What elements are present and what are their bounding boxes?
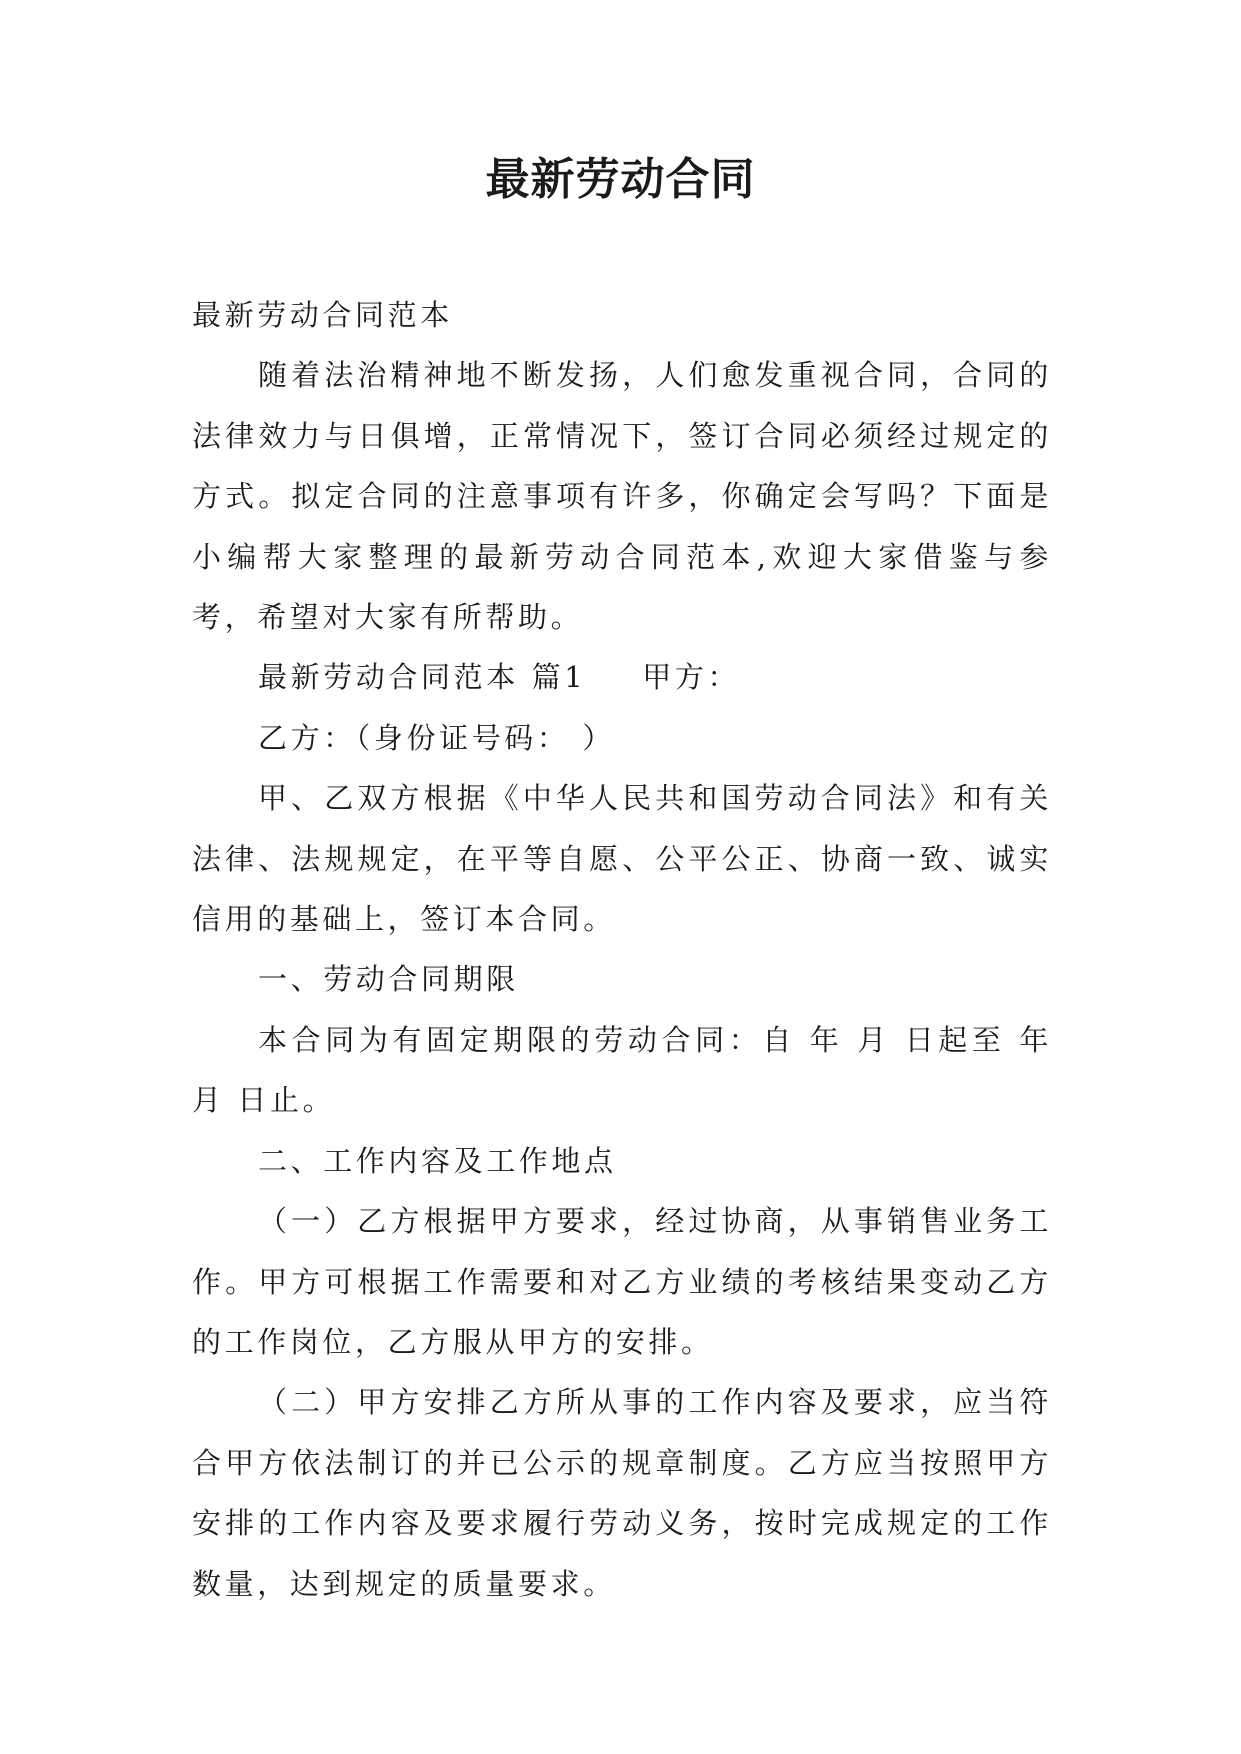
document-body <box>192 285 1052 1614</box>
paragraph-part-heading <box>192 647 1052 707</box>
part-heading-label: 最新劳动合同范本 篇1 <box>258 660 587 695</box>
section-heading-work: 二、工作内容及工作地点 <box>258 1143 617 1178</box>
paragraph-subtitle: 最新劳动合同范本 <box>192 298 453 332</box>
paragraph-work-1: （一）乙方根据甲方要求，经过协商，从事销售业务工作。甲方可根据工作需要和对乙方业绩的考核结果变动乙方的工作岗位，乙方服从甲方的安排。 <box>192 1204 1052 1359</box>
paragraph-basis: 甲、乙双方根据《中华人民共和国劳动合同法》和有关法律、法规规定，在平等自愿、公平公正、协商一致、诚实信用的基础上，签订本合同。 <box>192 781 1052 937</box>
paragraph-term: 本合同为有固定期限的劳动合同：自 年 月 日起至 年 月 日止。 <box>192 1022 1052 1118</box>
party-a-label: 甲方： <box>642 660 741 695</box>
document-title: 最新劳动合同 <box>485 154 756 205</box>
section-heading-term: 一、劳动合同期限 <box>258 962 519 997</box>
paragraph-intro: 随着法治精神地不断发扬，人们愈发重视合同，合同的法律效力与日俱增，正常情况下，签订合同必须经过规定的方式。拟定合同的注意事项有许多，你确定会写吗？下面是小编帮大家整理的最新劳动合同范本,欢迎大家借鉴与参考，希望对大家有所帮助。 <box>192 358 1052 635</box>
paragraph-work-2: （二）甲方安排乙方所从事的工作内容及要求，应当符合甲方依法制订的并已公示的规章制度。乙方应当按照甲方安排的工作内容及要求履行劳动义务，按时完成规定的工作数量，达到规定的质量要求。 <box>192 1385 1052 1601</box>
paragraph-party-b: 乙方：（身份证号码： ） <box>258 720 615 755</box>
